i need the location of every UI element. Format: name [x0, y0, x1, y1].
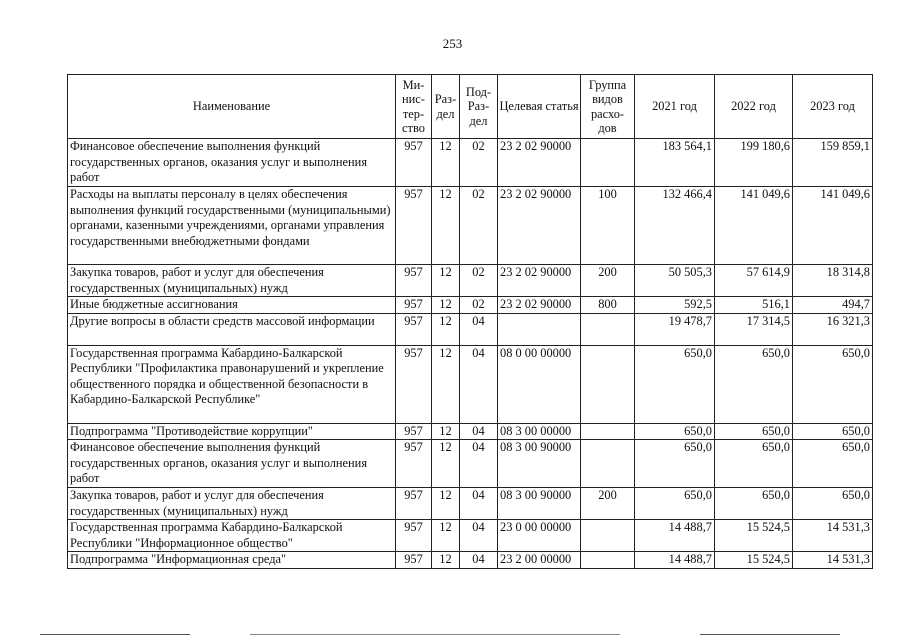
- header-row: [68, 75, 873, 139]
- cell-subsection: 04: [460, 313, 498, 345]
- cell-subsection: 04: [460, 520, 498, 552]
- cell-ministry: 957: [396, 313, 432, 345]
- cell-ministry: 957: [396, 488, 432, 520]
- cell-subsection: 04: [460, 552, 498, 569]
- cell-target: 08 3 00 00000: [498, 423, 581, 440]
- cell-target: 23 2 02 90000: [498, 187, 581, 265]
- header-section: Раз-дел: [432, 75, 460, 139]
- cell-y2022: 650,0: [715, 423, 793, 440]
- cell-y2021: 650,0: [635, 488, 715, 520]
- cell-section: 12: [432, 187, 460, 265]
- cell-section: 12: [432, 345, 460, 423]
- cell-y2023: 650,0: [793, 423, 873, 440]
- scan-line-left: [40, 634, 190, 635]
- table-row: [68, 187, 873, 265]
- table-row: [68, 265, 873, 297]
- cell-y2021: 14 488,7: [635, 520, 715, 552]
- cell-ministry: 957: [396, 139, 432, 187]
- cell-group: 800: [581, 297, 635, 314]
- cell-y2021: 650,0: [635, 423, 715, 440]
- cell-name: Подпрограмма "Информационная среда": [68, 552, 396, 569]
- cell-y2023: 18 314,8: [793, 265, 873, 297]
- cell-name: Другие вопросы в области средств массовой информации: [68, 313, 396, 345]
- table-row: [68, 552, 873, 569]
- table-row: [68, 139, 873, 187]
- cell-section: 12: [432, 520, 460, 552]
- cell-y2023: 650,0: [793, 488, 873, 520]
- cell-group: 100: [581, 187, 635, 265]
- cell-y2022: 199 180,6: [715, 139, 793, 187]
- cell-y2021: 50 505,3: [635, 265, 715, 297]
- cell-y2022: 17 314,5: [715, 313, 793, 345]
- cell-target: 23 2 00 00000: [498, 552, 581, 569]
- cell-name: Финансовое обеспечение выполнения функций государственных органов, оказания услуг и выполнения работ: [68, 440, 396, 488]
- cell-y2021: 650,0: [635, 345, 715, 423]
- cell-y2023: 650,0: [793, 345, 873, 423]
- header-target: Целевая статья: [498, 75, 581, 139]
- cell-target: [498, 313, 581, 345]
- cell-section: 12: [432, 265, 460, 297]
- cell-ministry: 957: [396, 297, 432, 314]
- cell-y2021: 14 488,7: [635, 552, 715, 569]
- header-ministry: Ми-нис-тер-ство: [396, 75, 432, 139]
- cell-y2021: 183 564,1: [635, 139, 715, 187]
- scan-line-right: [700, 634, 840, 635]
- cell-group: [581, 552, 635, 569]
- table-row: [68, 297, 873, 314]
- cell-target: 23 2 02 90000: [498, 139, 581, 187]
- cell-subsection: 02: [460, 265, 498, 297]
- table-row: [68, 313, 873, 345]
- cell-y2022: 141 049,6: [715, 187, 793, 265]
- cell-section: 12: [432, 423, 460, 440]
- page-number: 253: [442, 36, 463, 51]
- cell-y2021: 132 466,4: [635, 187, 715, 265]
- cell-subsection: 02: [460, 187, 498, 265]
- header-year-2021: 2021 год: [635, 75, 715, 139]
- cell-name: Государственная программа Кабардино-Балкарской Республики "Профилактика правонарушений и укрепление общественного порядка и общественной безопасности в Кабардино-Балкарской Республике": [68, 345, 396, 423]
- cell-target: 23 2 02 90000: [498, 265, 581, 297]
- cell-y2022: 516,1: [715, 297, 793, 314]
- cell-name: Государственная программа Кабардино-Балкарской Республики "Информационное общество": [68, 520, 396, 552]
- cell-y2021: 592,5: [635, 297, 715, 314]
- cell-y2022: 57 614,9: [715, 265, 793, 297]
- cell-name: Закупка товаров, работ и услуг для обеспечения государственных (муниципальных) нужд: [68, 488, 396, 520]
- table-row: [68, 488, 873, 520]
- cell-ministry: 957: [396, 552, 432, 569]
- cell-y2023: 650,0: [793, 440, 873, 488]
- cell-section: 12: [432, 552, 460, 569]
- cell-y2021: 19 478,7: [635, 313, 715, 345]
- cell-group: 200: [581, 488, 635, 520]
- cell-y2023: 159 859,1: [793, 139, 873, 187]
- cell-name: Закупка товаров, работ и услуг для обеспечения государственных (муниципальных) нужд: [68, 265, 396, 297]
- header-group: Группа видов расхо-дов: [581, 75, 635, 139]
- cell-group: [581, 313, 635, 345]
- cell-section: 12: [432, 488, 460, 520]
- cell-ministry: 957: [396, 423, 432, 440]
- cell-ministry: 957: [396, 265, 432, 297]
- cell-subsection: 02: [460, 139, 498, 187]
- cell-subsection: 04: [460, 345, 498, 423]
- header-name: Наименование: [68, 75, 396, 139]
- cell-subsection: 02: [460, 297, 498, 314]
- cell-y2022: 15 524,5: [715, 552, 793, 569]
- cell-group: [581, 440, 635, 488]
- cell-name: Иные бюджетные ассигнования: [68, 297, 396, 314]
- cell-group: 200: [581, 265, 635, 297]
- cell-group: [581, 139, 635, 187]
- cell-section: 12: [432, 313, 460, 345]
- table-row: [68, 440, 873, 488]
- cell-subsection: 04: [460, 440, 498, 488]
- cell-y2023: 494,7: [793, 297, 873, 314]
- table-row: [68, 423, 873, 440]
- cell-section: 12: [432, 297, 460, 314]
- cell-section: 12: [432, 139, 460, 187]
- cell-y2022: 650,0: [715, 440, 793, 488]
- cell-group: [581, 520, 635, 552]
- cell-target: 08 0 00 00000: [498, 345, 581, 423]
- cell-section: 12: [432, 440, 460, 488]
- cell-target: 08 3 00 90000: [498, 440, 581, 488]
- cell-y2023: 14 531,3: [793, 552, 873, 569]
- cell-subsection: 04: [460, 423, 498, 440]
- scan-line-center: [250, 634, 620, 635]
- cell-group: [581, 423, 635, 440]
- cell-y2023: 14 531,3: [793, 520, 873, 552]
- cell-name: Расходы на выплаты персоналу в целях обеспечения выполнения функций государственными (муниципальными) органами, казенными учреждениями, органами управления государственными внебюджетными фондами: [68, 187, 396, 265]
- cell-y2022: 650,0: [715, 345, 793, 423]
- header-subsection: Под-Раз-дел: [460, 75, 498, 139]
- cell-subsection: 04: [460, 488, 498, 520]
- table-row: [68, 345, 873, 423]
- cell-group: [581, 345, 635, 423]
- cell-target: 23 2 02 90000: [498, 297, 581, 314]
- cell-ministry: 957: [396, 520, 432, 552]
- budget-table: [67, 74, 873, 569]
- cell-name: Подпрограмма "Противодействие коррупции": [68, 423, 396, 440]
- cell-y2023: 16 321,3: [793, 313, 873, 345]
- table-row: [68, 520, 873, 552]
- cell-ministry: 957: [396, 345, 432, 423]
- cell-ministry: 957: [396, 440, 432, 488]
- cell-y2021: 650,0: [635, 440, 715, 488]
- cell-target: 23 0 00 00000: [498, 520, 581, 552]
- header-year-2022: 2022 год: [715, 75, 793, 139]
- cell-y2022: 650,0: [715, 488, 793, 520]
- cell-y2023: 141 049,6: [793, 187, 873, 265]
- cell-name: Финансовое обеспечение выполнения функций государственных органов, оказания услуг и выполнения работ: [68, 139, 396, 187]
- cell-y2022: 15 524,5: [715, 520, 793, 552]
- cell-ministry: 957: [396, 187, 432, 265]
- header-year-2023: 2023 год: [793, 75, 873, 139]
- cell-target: 08 3 00 90000: [498, 488, 581, 520]
